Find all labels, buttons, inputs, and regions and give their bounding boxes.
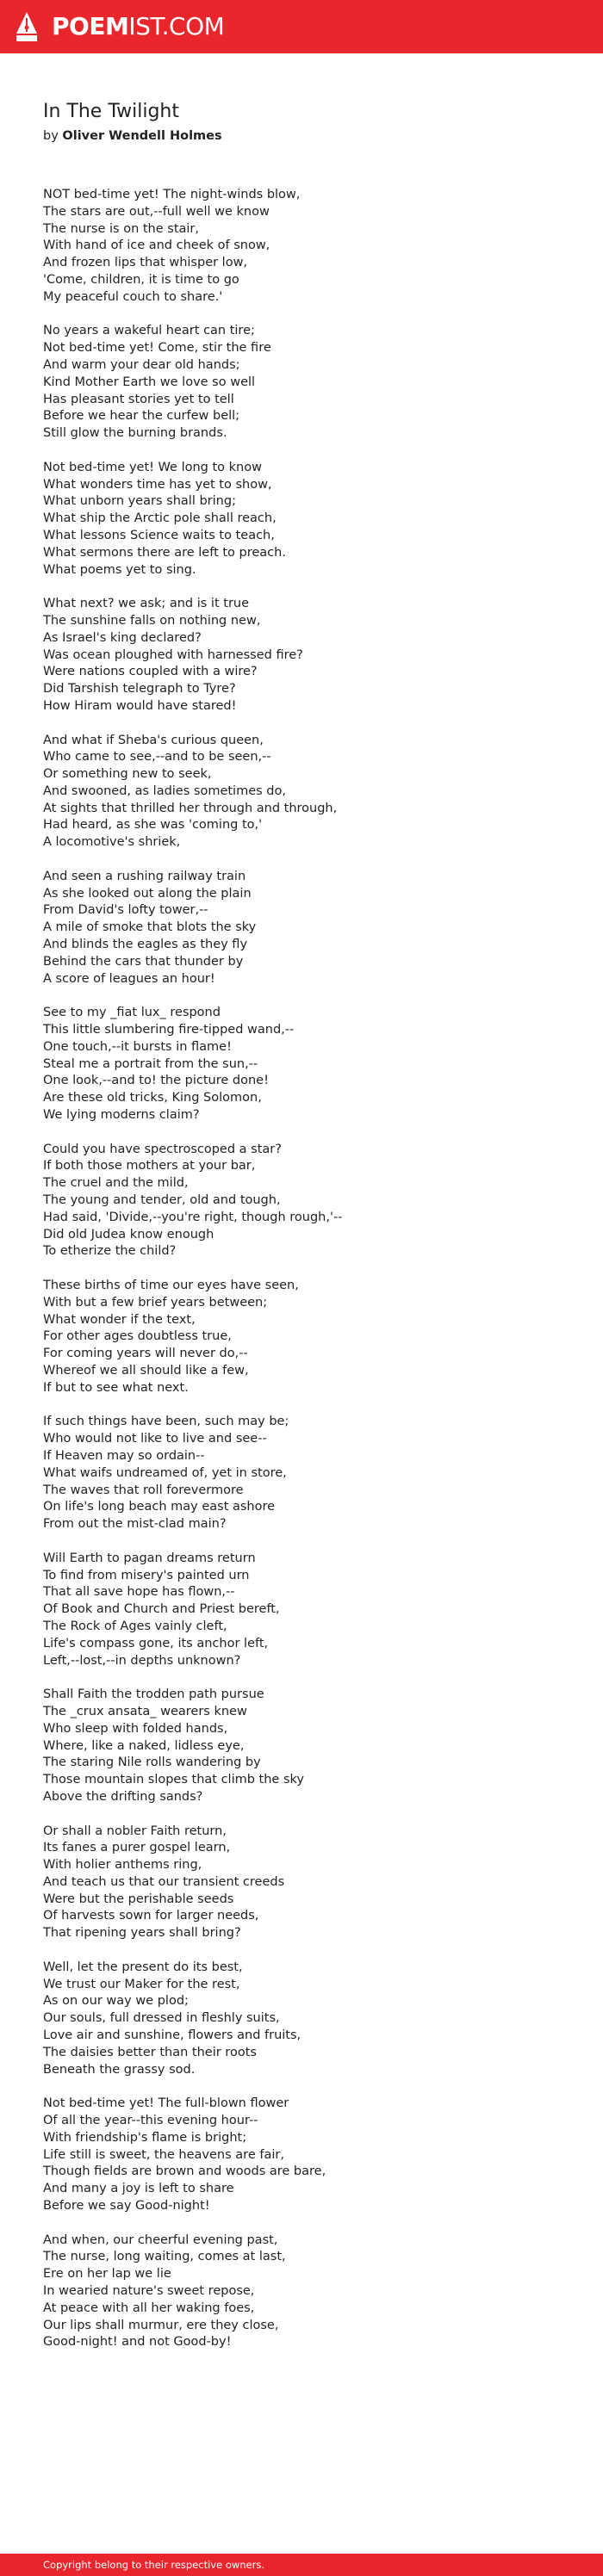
stanza xyxy=(43,1687,577,1806)
poem-line: Was ocean ploughed with harnessed fire? xyxy=(43,647,303,662)
poem-line: And frozen lips that whisper low, xyxy=(43,256,248,270)
poem-line: What next? we ask; and is it true xyxy=(43,597,250,611)
poem-line: Had said, 'Divide,--you're right, though rough,'-- xyxy=(43,1210,343,1224)
poem-line: Our souls, full dressed in fleshly suits, xyxy=(43,2011,280,2026)
poem-line: What poems yet to sing. xyxy=(43,562,196,577)
poem-line: Well, let the present do its best, xyxy=(43,1960,243,1974)
poem-line: Those mountain slopes that climb the sky xyxy=(43,1773,304,1787)
poem-line: And warm your dear old hands; xyxy=(43,357,240,372)
poem-line: For coming years will never do,-- xyxy=(43,1347,248,1361)
poem-line: Whereof we all should like a few, xyxy=(43,1363,249,1378)
poem-line: If Heaven may so ordain-- xyxy=(43,1448,205,1463)
poem-line: What sermons there are left to preach. xyxy=(43,545,286,560)
poem-line: Kind Mother Earth we love so well xyxy=(43,375,256,389)
stanza xyxy=(43,733,577,852)
poem-line: Did old Judea know enough xyxy=(43,1227,214,1242)
poem-line: Not bed-time yet! The full-blown flower xyxy=(43,2096,289,2111)
poem-line: The _crux ansata_ wearers knew xyxy=(43,1704,247,1718)
poem-line: These births of time our eyes have seen, xyxy=(43,1279,299,1292)
poem-line: 'Come, children, it is time to go xyxy=(43,272,239,287)
poem-line: And teach us that our transient creeds xyxy=(43,1874,285,1889)
stanza xyxy=(43,187,577,307)
poem-line: Where, like a naked, lidless eye, xyxy=(43,1738,245,1753)
poem-line: The stars are out,--full well we know xyxy=(43,204,270,219)
poem-line: Above the drifting sands? xyxy=(43,1789,203,1804)
poem-line: From David's lofty tower,-- xyxy=(43,903,208,918)
poem-line: And when, our cheerful evening past, xyxy=(43,2232,278,2247)
poem-line: Not bed-time yet! Come, stir the fire xyxy=(43,341,271,356)
poem-line: If such things have been, such may be; xyxy=(43,1415,289,1429)
poem-line: Of all the year--this evening hour-- xyxy=(43,2114,258,2128)
poem-line: Still glow the burning brands. xyxy=(43,426,227,441)
poem-line: What ship the Arctic pole shall reach, xyxy=(43,511,277,526)
stanza xyxy=(43,2096,577,2215)
copyright-text: Copyright belong to their respective owners. xyxy=(43,2559,265,2571)
poem-line: Before we hear the curfew bell; xyxy=(43,409,240,424)
poem-line: What lessons Science waits to teach, xyxy=(43,528,275,542)
poem-line: The cruel and the mild, xyxy=(43,1176,189,1191)
poem-line: The young and tender, old and tough, xyxy=(43,1193,281,1208)
stanza xyxy=(43,596,577,715)
poem-line: A score of leagues an hour! xyxy=(43,971,215,986)
poem-line: Were nations coupled with a wire? xyxy=(43,665,258,679)
poem-line: Were but the perishable seeds xyxy=(43,1892,234,1906)
poem-line: Did Tarshish telegraph to Tyre? xyxy=(43,682,236,697)
poem-line: With but a few brief years between; xyxy=(43,1295,268,1310)
poem-line: Our lips shall murmur, ere they close, xyxy=(43,2318,279,2332)
poem-line: What wonder if the text, xyxy=(43,1312,196,1327)
poem-line: Are these old tricks, King Solomon, xyxy=(43,1091,262,1105)
poem-line: This little slumbering fire-tipped wand,-- xyxy=(43,1023,295,1037)
poem-line: One touch,--it bursts in flame! xyxy=(43,1039,232,1054)
poem-line: Or shall a nobler Faith return, xyxy=(43,1824,227,1838)
stanza xyxy=(43,1824,577,1943)
poem-title: In The Twilight xyxy=(43,101,179,122)
poem-line: No years a wakeful heart can tire; xyxy=(43,324,255,338)
stanza xyxy=(43,1005,577,1124)
poem-line: Left,--lost,--in depths unknown? xyxy=(43,1653,241,1668)
poem-line: To etherize the child? xyxy=(43,1244,177,1259)
logo-text-light: IST.COM xyxy=(128,12,225,40)
poem-line: Not bed-time yet! We long to know xyxy=(43,460,262,474)
poem-line: That all save hope has flown,-- xyxy=(43,1585,235,1600)
poem-line: What waifs undreamed of, yet in store, xyxy=(43,1465,287,1480)
byline xyxy=(43,127,222,145)
poem-line: A mile of smoke that blots the sky xyxy=(43,920,257,935)
poem-line: Could you have spectroscoped a star? xyxy=(43,1142,282,1156)
poem-line: NOT bed-time yet! The night-winds blow, xyxy=(43,188,301,201)
stanza xyxy=(43,1278,577,1397)
poem-line: And many a joy is left to share xyxy=(43,2182,234,2196)
stanza xyxy=(43,460,577,579)
poem-line: To find from misery's painted urn xyxy=(43,1568,250,1582)
pen-nib-icon[interactable] xyxy=(15,11,39,42)
poem-line: Before we say Good-night! xyxy=(43,2199,210,2214)
stanza xyxy=(43,1551,577,1670)
poem-line: The daisies better than their roots xyxy=(43,2045,257,2059)
poem-line: And seen a rushing railway train xyxy=(43,869,246,883)
poem-line: As on our way we plod; xyxy=(43,1994,189,2009)
site-logo[interactable] xyxy=(52,12,224,41)
poem-line: From out the mist-clad main? xyxy=(43,1517,227,1532)
poem-line: Of Book and Church and Priest bereft, xyxy=(43,1602,280,1617)
poem-line: The waves that roll forevermore xyxy=(43,1483,244,1497)
poem-line: The nurse is on the stair, xyxy=(43,221,199,236)
poem-line: Or something new to seek, xyxy=(43,767,212,782)
poem-line: What unborn years shall bring; xyxy=(43,494,236,509)
poem-line: The staring Nile rolls wandering by xyxy=(43,1756,261,1770)
poem-line: Love air and sunshine, flowers and fruits, xyxy=(43,2028,302,2043)
poem-line: Who would not like to live and see-- xyxy=(43,1432,267,1446)
poem-line: Who sleep with folded hands, xyxy=(43,1721,228,1736)
poem-line: We lying moderns claim? xyxy=(43,1108,200,1123)
poem-line: We trust our Maker for the rest, xyxy=(43,1977,240,1991)
poem-line: Will Earth to pagan dreams return xyxy=(43,1551,256,1565)
poem-line: Though fields are brown and woods are bare, xyxy=(43,2164,326,2179)
stanza xyxy=(43,2232,577,2352)
stanza xyxy=(43,323,577,443)
poem-line: If but to see what next. xyxy=(43,1380,189,1395)
poem-line: Has pleasant stories yet to tell xyxy=(43,392,234,406)
poem-line: That ripening years shall bring? xyxy=(43,1926,241,1941)
poem-line: Beneath the grassy sod. xyxy=(43,2062,196,2077)
poem-line: With hand of ice and cheek of snow, xyxy=(43,238,270,253)
poem-line: On life's long beach may east ashore xyxy=(43,1500,276,1514)
poem-line: See to my _fiat lux_ respond xyxy=(43,1006,221,1020)
poem-line: One look,--and to! the picture done! xyxy=(43,1074,269,1088)
poem-line: My peaceful couch to share.' xyxy=(43,289,223,304)
poem-line: Steal me a portrait from the sun,-- xyxy=(43,1056,258,1071)
poem-line: As Israel's king declared? xyxy=(43,630,202,645)
poem-line: In wearied nature's sweet repose, xyxy=(43,2284,255,2299)
poem-line: A locomotive's shriek, xyxy=(43,835,181,850)
poem-line: What wonders time has yet to show, xyxy=(43,477,272,492)
poem-line: Life's compass gone, its anchor left, xyxy=(43,1636,269,1650)
poem-line: The Rock of Ages vainly cleft, xyxy=(43,1619,227,1633)
site-header xyxy=(0,0,603,53)
poem-line: And what if Sheba's curious queen, xyxy=(43,733,264,747)
stanza xyxy=(43,1142,577,1261)
poem-line: Had heard, as she was 'coming to,' xyxy=(43,818,263,833)
poem-line: Of harvests sown for larger needs, xyxy=(43,1909,259,1923)
poem-line: At peace with all her waking foes, xyxy=(43,2300,255,2315)
poem-line: If both those mothers at your bar, xyxy=(43,1159,256,1173)
poem-line: As she looked out along the plain xyxy=(43,886,252,901)
poem-line: With holier anthems ring, xyxy=(43,1858,202,1873)
author-name: Oliver Wendell Holmes xyxy=(62,129,222,143)
poem-line: And blinds the eagles as they fly xyxy=(43,938,248,952)
poem-line: Ere on her lap we lie xyxy=(43,2267,171,2282)
poem-line: How Hiram would have stared! xyxy=(43,698,237,713)
poem-line: At sights that thrilled her through and through, xyxy=(43,801,338,815)
stanza xyxy=(43,1414,577,1533)
site-footer xyxy=(0,2554,603,2576)
poem-line: Shall Faith the trodden path pursue xyxy=(43,1687,264,1702)
poem-line: Life still is sweet, the heavens are fair, xyxy=(43,2147,284,2162)
by-prefix: by xyxy=(43,129,63,143)
poem-line: For other ages doubtless true, xyxy=(43,1329,232,1344)
poem-line: Its fanes a purer gospel learn, xyxy=(43,1841,231,1855)
poem-line: The sunshine falls on nothing new, xyxy=(43,613,261,628)
poem-line: And swooned, as ladies sometimes do, xyxy=(43,783,286,798)
poem-line: Good-night! and not Good-by! xyxy=(43,2335,232,2350)
stanza xyxy=(43,869,577,988)
poem-body xyxy=(43,187,577,2369)
stanza xyxy=(43,1960,577,2079)
poem-line: Who came to see,--and to be seen,-- xyxy=(43,750,271,765)
poem-line: Behind the cars that thunder by xyxy=(43,954,244,969)
poem-line: The nurse, long waiting, comes at last, xyxy=(43,2250,286,2264)
logo-text-strong: POEM xyxy=(52,12,129,40)
poem-line: With friendship's flame is bright; xyxy=(43,2130,247,2145)
